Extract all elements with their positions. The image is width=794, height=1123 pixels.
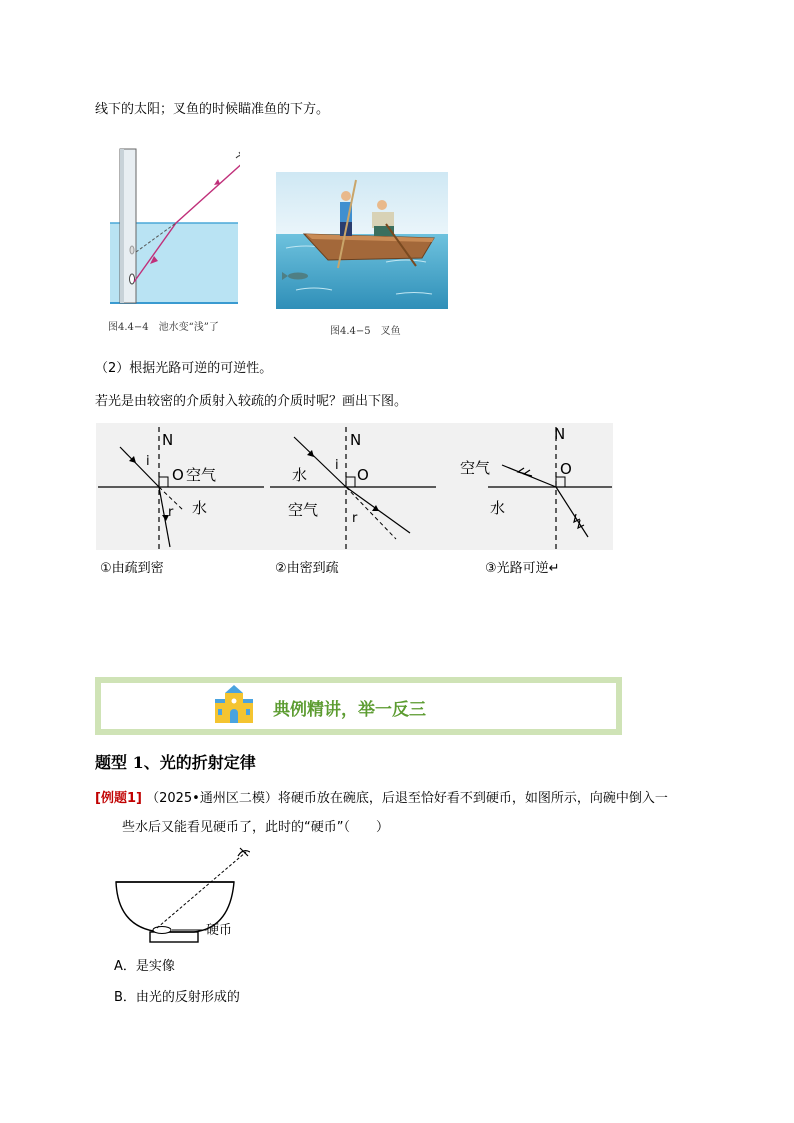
p1-angle-i: i: [146, 454, 150, 469]
example-line-2: 些水后又能看见硬币了，此时的“硬币”（ ）: [122, 820, 389, 835]
p3-bottom-medium: 水: [490, 499, 506, 517]
refraction-diagrams-svg: [96, 423, 613, 550]
point-2: （2）根据光路可逆的可逆性。: [95, 361, 273, 376]
p1-normal: N: [162, 431, 174, 449]
school-icon: [211, 683, 257, 729]
p1-angle-r: r: [168, 505, 174, 520]
p3-point-o: O: [560, 460, 572, 478]
p1-point-o: O: [172, 466, 184, 484]
fig1-caption: 图4.4−4 池水变“浅”了: [108, 322, 219, 333]
eye-icon: [238, 848, 250, 856]
banner-title: 典例精讲，举一反三: [273, 700, 426, 720]
example-tag: [例题1]: [95, 791, 142, 806]
section-banner: [95, 677, 622, 735]
eye-icon: [236, 152, 240, 162]
example-text-1: （2025•通州区二模）将硬币放在碗底，后退至恰好看不到硬币，如图所示，向碗中倒入一: [146, 791, 668, 806]
fig2-caption: 图4.4−5 叉鱼: [330, 326, 401, 337]
p2-bottom-medium: 空气: [288, 501, 319, 519]
question-line: 若光是由较密的介质射入较疏的介质时呢？画出下图。: [95, 394, 408, 409]
p2-angle-i: i: [335, 458, 339, 473]
p3-top-medium: 空气: [460, 459, 491, 477]
p3-normal: N: [554, 425, 566, 443]
example-line-1: [95, 790, 668, 808]
coin: [153, 927, 171, 934]
option-a: A．是实像: [114, 959, 175, 974]
section-title: 题型 1、光的折射定律: [95, 753, 256, 772]
label-dense-to-sparse: ②由密到疏: [275, 561, 339, 576]
label-sparse-to-dense: ①由疏到密: [100, 561, 164, 576]
pool-figure: [106, 146, 240, 308]
coin-label: 硬币: [206, 923, 233, 938]
p2-angle-r: r: [352, 511, 358, 526]
p2-top-medium: 水: [292, 466, 308, 484]
p1-top-medium: 空气: [186, 466, 217, 484]
p2-normal: N: [350, 431, 362, 449]
label-reversible: ③光路可逆↵: [485, 561, 560, 576]
option-b: B．由光的反射形成的: [114, 990, 240, 1005]
intro-line: 线下的太阳；叉鱼的时候瞄准鱼的下方。: [95, 102, 330, 117]
p1-bottom-medium: 水: [192, 499, 208, 517]
spearfishing-figure: [276, 172, 448, 309]
p2-point-o: O: [357, 466, 369, 484]
fish: [288, 273, 308, 280]
